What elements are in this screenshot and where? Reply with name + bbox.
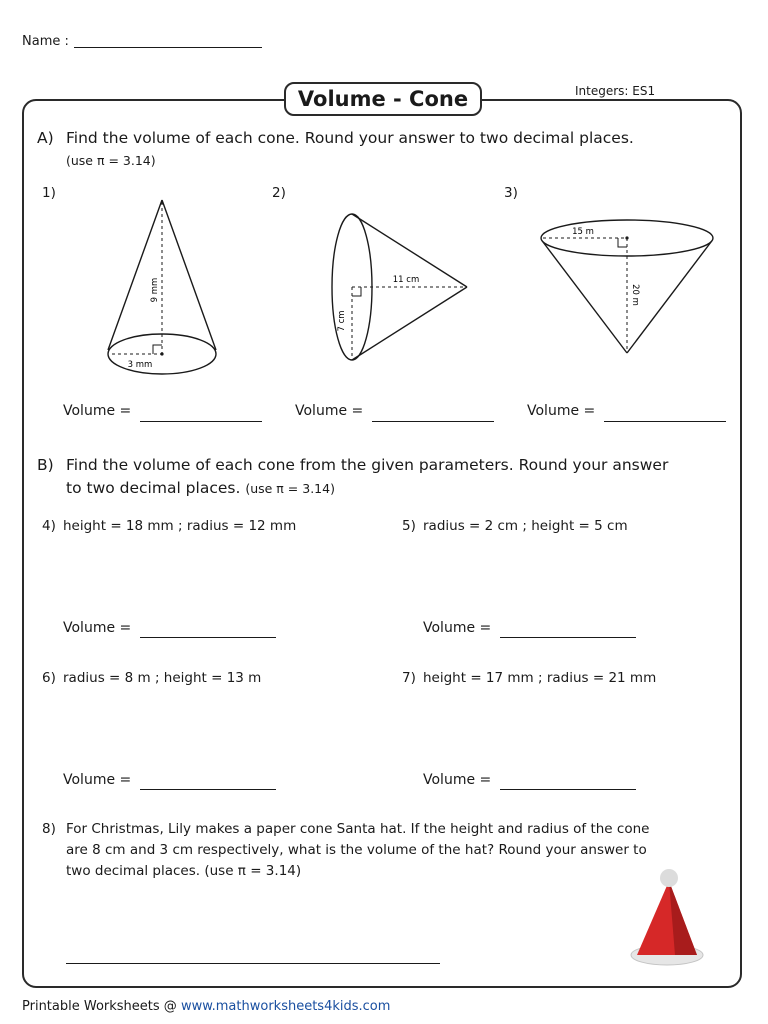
section-a-letter: A)	[37, 129, 54, 147]
cone-2-right-angle	[352, 287, 361, 296]
problem-6-text: radius = 8 m ; height = 13 m	[63, 670, 262, 686]
problem-3-answer-line[interactable]	[604, 421, 726, 422]
santa-hat-icon	[625, 865, 710, 975]
cone-3-slant-left	[543, 242, 627, 353]
problem-8-line1: For Christmas, Lily makes a paper cone Santa hat. If the height and radius of the cone	[66, 821, 650, 837]
problem-7-number: 7)	[402, 670, 416, 686]
problem-8-line3: two decimal places. (use π = 3.14)	[66, 863, 302, 879]
name-input-line[interactable]	[74, 47, 262, 48]
problem-7-text: height = 17 mm ; radius = 21 mm	[423, 670, 657, 686]
level-label: Integers: ES1	[575, 84, 656, 98]
section-b-pi-note: (use π = 3.14)	[245, 481, 335, 496]
cone-2-height-label: 11 cm	[392, 275, 420, 285]
problem-1-volume-label: Volume =	[63, 403, 132, 419]
cone-3-height-label: 20 m	[630, 284, 640, 306]
problem-2-answer-line[interactable]	[372, 421, 494, 422]
section-a-instruction: Find the volume of each cone. Round your answer to two decimal places.	[66, 129, 634, 147]
cone-1-radius-label: 3 mm	[127, 360, 153, 370]
problem-7-answer-line[interactable]	[500, 789, 636, 790]
cone-3-right-angle	[618, 238, 627, 247]
cone-2-figure	[312, 205, 482, 370]
problem-4-volume-label: Volume =	[63, 620, 132, 636]
section-a-pi-note: (use π = 3.14)	[66, 153, 156, 168]
problem-5-volume-label: Volume =	[423, 620, 492, 636]
footer-link[interactable]: www.mathworksheets4kids.com	[180, 999, 391, 1014]
problem-5-text: radius = 2 cm ; height = 5 cm	[423, 518, 628, 534]
problem-4-number: 4)	[42, 518, 56, 534]
footer-prefix: Printable Worksheets @	[22, 999, 181, 1014]
problem-3-volume-label: Volume =	[527, 403, 596, 419]
problem-6-volume-label: Volume =	[63, 772, 132, 788]
cone-3-figure	[535, 215, 720, 365]
worksheet-title: Volume - Cone	[284, 82, 482, 116]
problem-2-number: 2)	[272, 185, 286, 201]
cone-1-figure	[100, 190, 230, 390]
problem-7-volume-label: Volume =	[423, 772, 492, 788]
problem-3-number: 3)	[504, 185, 518, 201]
section-b-instruction-line2	[66, 477, 335, 500]
problem-4-text: height = 18 mm ; radius = 12 mm	[63, 518, 297, 534]
problem-5-number: 5)	[402, 518, 416, 534]
cone-2-radius-label: 7 cm	[337, 310, 347, 332]
section-b-instruction-text: to two decimal places.	[66, 479, 241, 497]
problem-8-line2: are 8 cm and 3 cm respectively, what is the volume of the hat? Round your answer to	[66, 842, 647, 858]
cone-3-center	[625, 236, 628, 239]
hat-pompom	[660, 869, 678, 887]
problem-8-number: 8)	[42, 821, 56, 837]
problem-6-number: 6)	[42, 670, 56, 686]
cone-1-slant-right	[162, 200, 216, 350]
cone-1-height-label: 9 mm	[150, 277, 160, 303]
name-label: Name :	[22, 34, 69, 49]
problem-5-answer-line[interactable]	[500, 637, 636, 638]
section-b-instruction-line1: Find the volume of each cone from the given parameters. Round your answer	[66, 456, 669, 474]
cone-1-center	[160, 352, 163, 355]
problem-4-answer-line[interactable]	[140, 637, 276, 638]
section-b-letter: B)	[37, 456, 54, 474]
cone-1-right-angle	[153, 345, 162, 354]
problem-2-volume-label: Volume =	[295, 403, 364, 419]
footer	[22, 999, 390, 1014]
cone-3-radius-label: 15 m	[572, 227, 594, 237]
problem-1-answer-line[interactable]	[140, 421, 262, 422]
problem-8-answer-line[interactable]	[66, 963, 440, 964]
problem-6-answer-line[interactable]	[140, 789, 276, 790]
problem-1-number: 1)	[42, 185, 56, 201]
cone-1-slant-left	[108, 200, 162, 350]
